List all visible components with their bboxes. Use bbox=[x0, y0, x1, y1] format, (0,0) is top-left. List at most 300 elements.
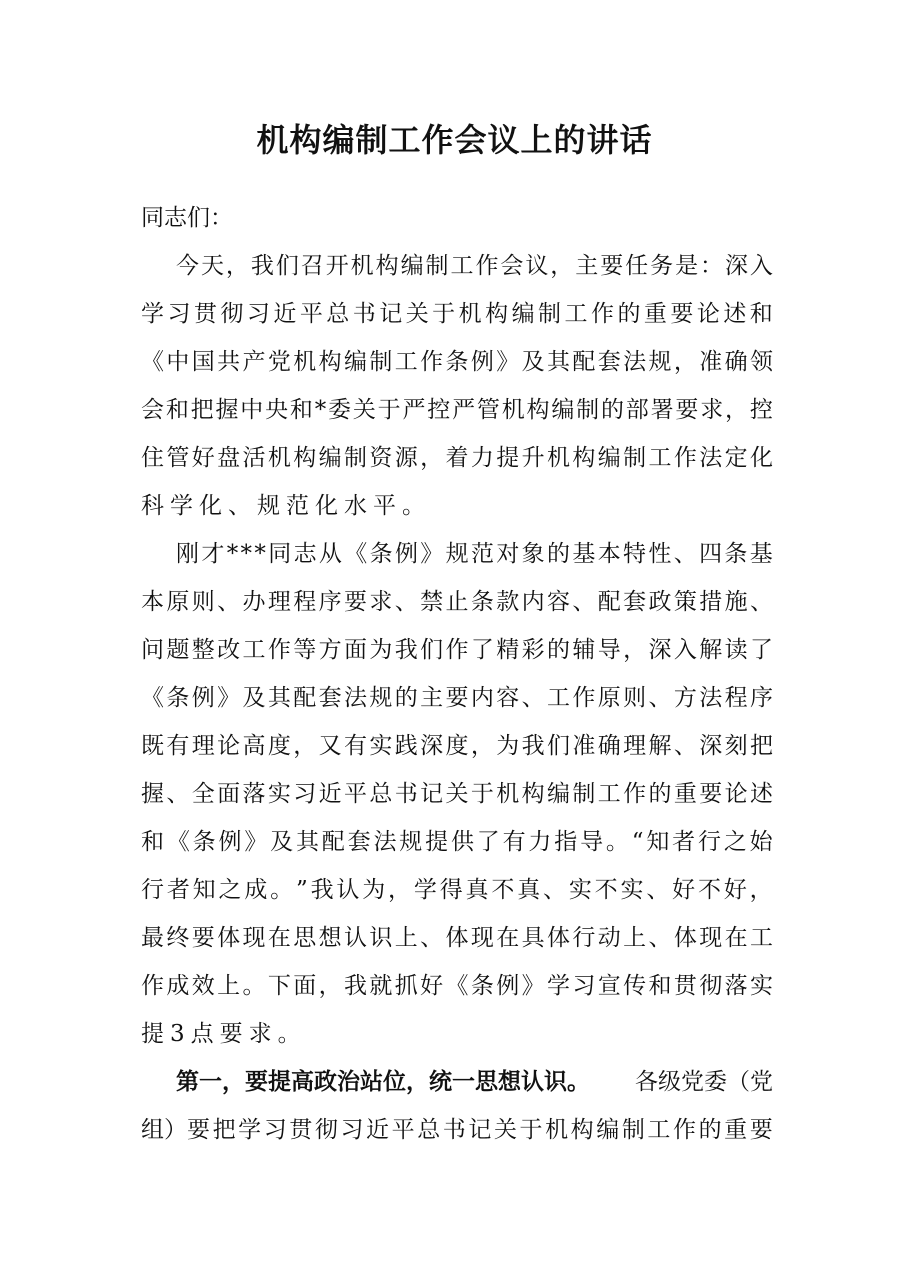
text-char: 习 bbox=[340, 1117, 364, 1143]
text-char: 条 bbox=[470, 589, 494, 615]
text-char: 学 bbox=[238, 1117, 262, 1143]
text-char: 握 bbox=[215, 397, 239, 423]
text-char: 辅 bbox=[572, 637, 596, 663]
text-char: 任 bbox=[625, 253, 649, 279]
text-char: 本 bbox=[597, 541, 621, 567]
text-char: 控 bbox=[749, 397, 773, 423]
text-char: ： bbox=[700, 253, 724, 279]
text-char: ， bbox=[673, 349, 697, 375]
text-char: 作 bbox=[141, 973, 164, 999]
text-char: 要 bbox=[675, 397, 699, 423]
text-char: 好 bbox=[420, 973, 444, 999]
text-char: 实 bbox=[620, 877, 644, 903]
text-char: 其 bbox=[295, 829, 319, 855]
text-char: 才 bbox=[201, 541, 225, 567]
text-char: 书 bbox=[352, 301, 376, 327]
text-char: 工 bbox=[648, 445, 672, 471]
text-char: 于 bbox=[519, 1117, 543, 1143]
paragraph-line bbox=[141, 874, 773, 906]
text-char: 体 bbox=[445, 925, 469, 951]
text-char: 现 bbox=[470, 925, 494, 951]
text-char: 的 bbox=[648, 781, 672, 807]
text-char: 高 bbox=[242, 733, 266, 759]
text-char: 机 bbox=[547, 445, 570, 471]
point-1-line bbox=[176, 1066, 773, 1098]
text-char: 和 bbox=[289, 397, 313, 423]
text-char: 了 bbox=[476, 829, 500, 855]
text-char: 面 bbox=[344, 637, 367, 663]
text-char: ， bbox=[470, 733, 494, 759]
text-char: 套 bbox=[347, 829, 371, 855]
text-char: 资 bbox=[369, 445, 393, 471]
text-char: 面 bbox=[293, 973, 317, 999]
text-char: 编 bbox=[400, 253, 424, 279]
text-char: 本 bbox=[141, 589, 164, 615]
text-char: 传 bbox=[623, 973, 647, 999]
text-char: 规 bbox=[257, 493, 280, 519]
text-char: 机 bbox=[350, 253, 374, 279]
text-char: 在 bbox=[496, 925, 520, 951]
text-char: 作 bbox=[475, 253, 499, 279]
text-char: 习 bbox=[263, 1117, 287, 1143]
text-char: 程 bbox=[724, 685, 748, 711]
text-char: 源 bbox=[394, 445, 418, 471]
text-char: 止 bbox=[445, 589, 469, 615]
text-char: 具 bbox=[521, 925, 545, 951]
text-char: 关 bbox=[352, 397, 376, 423]
text-char: 体 bbox=[217, 925, 241, 951]
text-char: 们 bbox=[547, 733, 570, 759]
text-char: 贯 bbox=[673, 973, 697, 999]
text-char: 实 bbox=[568, 877, 592, 903]
text-char: 构 bbox=[570, 1117, 594, 1143]
text-char: 《 bbox=[141, 349, 164, 375]
text-char: 要 bbox=[670, 301, 694, 327]
text-char: 整 bbox=[191, 637, 215, 663]
text-char: 、 bbox=[572, 589, 596, 615]
text-char: 终 bbox=[166, 925, 190, 951]
text-char: 、 bbox=[673, 541, 697, 567]
text-char: 在 bbox=[267, 925, 291, 951]
text-char: 从 bbox=[318, 541, 342, 567]
text-char: 。 bbox=[402, 493, 425, 519]
text-char: 编 bbox=[344, 349, 367, 375]
text-char: 办 bbox=[242, 589, 266, 615]
text-char: 例 bbox=[191, 685, 215, 711]
paragraph-line bbox=[141, 1018, 773, 1050]
text-char: 》 bbox=[496, 349, 520, 375]
text-char: 则 bbox=[623, 685, 647, 711]
text-char: 我 bbox=[250, 253, 274, 279]
text-char: 构 bbox=[521, 781, 545, 807]
text-char: 深 bbox=[420, 733, 444, 759]
text-char: 实 bbox=[267, 781, 291, 807]
text-char: 党 bbox=[267, 349, 291, 375]
text-char: 和 bbox=[165, 397, 189, 423]
text-char: 和 bbox=[141, 829, 164, 855]
text-char: 套 bbox=[597, 349, 621, 375]
text-char: 。 bbox=[277, 1021, 301, 1047]
text-char: 《 bbox=[166, 829, 190, 855]
text-char: 想 bbox=[318, 925, 342, 951]
text-char: 的 bbox=[617, 301, 641, 327]
text-char: 了 bbox=[750, 637, 773, 663]
text-char: 理 bbox=[267, 589, 291, 615]
text-char: 入 bbox=[673, 637, 697, 663]
text-char: 精 bbox=[496, 637, 520, 663]
text-char: 要 bbox=[445, 685, 469, 711]
text-char: 工 bbox=[394, 349, 418, 375]
text-char: 原 bbox=[166, 589, 190, 615]
text-char: ， bbox=[749, 877, 773, 903]
text-char: 配 bbox=[321, 829, 345, 855]
text-char: ， bbox=[623, 637, 647, 663]
paragraph-line bbox=[141, 346, 773, 378]
text-char: 国 bbox=[191, 349, 215, 375]
text-char: 《 bbox=[141, 685, 164, 711]
text-char: 制 bbox=[425, 253, 449, 279]
text-char: 严 bbox=[402, 397, 426, 423]
text-char: 确 bbox=[597, 733, 621, 759]
text-char: 工 bbox=[750, 925, 773, 951]
text-char: 例 bbox=[470, 349, 494, 375]
text-char: 工 bbox=[647, 1117, 671, 1143]
text-char: 对 bbox=[496, 541, 520, 567]
text-char: 主 bbox=[420, 685, 444, 711]
text-char: 活 bbox=[242, 445, 266, 471]
text-char: 论 bbox=[724, 781, 748, 807]
text-char: 要 bbox=[699, 781, 723, 807]
text-char: 要 bbox=[749, 1117, 773, 1143]
text-char: 习 bbox=[246, 301, 270, 327]
text-char: 者 bbox=[166, 877, 190, 903]
text-char: * bbox=[254, 541, 266, 567]
text-char: 真 bbox=[465, 877, 489, 903]
text-char: 和 bbox=[648, 973, 672, 999]
text-char: 我 bbox=[521, 733, 545, 759]
text-char: 的 bbox=[394, 685, 418, 711]
text-char: 全 bbox=[191, 781, 215, 807]
text-char: 贯 bbox=[289, 1117, 313, 1143]
text-char: 好 bbox=[191, 445, 215, 471]
text-char: 入 bbox=[749, 253, 773, 279]
text-char: 关 bbox=[405, 301, 429, 327]
text-char: 法 bbox=[623, 349, 647, 375]
text-char: 定 bbox=[724, 445, 748, 471]
text-char: 共 bbox=[217, 349, 241, 375]
text-char: 为 bbox=[496, 733, 520, 759]
text-char: 、 bbox=[420, 925, 444, 951]
text-char: 中 bbox=[240, 397, 264, 423]
text-char: 动 bbox=[597, 925, 621, 951]
text-char: ， bbox=[293, 733, 317, 759]
text-char: 面 bbox=[217, 781, 241, 807]
text-char: 行 bbox=[697, 829, 721, 855]
text-char: 盘 bbox=[217, 445, 241, 471]
text-char: 程 bbox=[293, 589, 317, 615]
text-char: 始 bbox=[749, 829, 773, 855]
text-char: 、 bbox=[750, 589, 773, 615]
text-char: 作 bbox=[672, 1117, 696, 1143]
text-char: 化 bbox=[750, 445, 773, 471]
text-char: 刚 bbox=[176, 541, 199, 567]
text-char: 书 bbox=[442, 1117, 466, 1143]
text-char: 解 bbox=[699, 637, 723, 663]
text-char: 制 bbox=[572, 781, 596, 807]
text-char: 供 bbox=[450, 829, 474, 855]
text-char: 力 bbox=[528, 829, 552, 855]
text-char: 彻 bbox=[220, 301, 244, 327]
text-char: 要 bbox=[219, 1021, 243, 1047]
text-char: 了 bbox=[470, 637, 494, 663]
text-char: 之 bbox=[723, 829, 747, 855]
paragraph-line bbox=[141, 730, 773, 762]
text-char: 把 bbox=[212, 1117, 236, 1143]
text-char: 《 bbox=[344, 541, 368, 567]
text-char: 好 bbox=[723, 877, 747, 903]
text-char: 识 bbox=[369, 925, 393, 951]
paragraph-line bbox=[141, 634, 773, 666]
text-char: 升 bbox=[521, 445, 545, 471]
text-char: 化 bbox=[199, 493, 222, 519]
text-char: 机 bbox=[293, 349, 317, 375]
text-char: 、 bbox=[521, 685, 545, 711]
text-char: 构 bbox=[293, 445, 317, 471]
text-char: 于 bbox=[470, 781, 494, 807]
text-char: 又 bbox=[318, 733, 342, 759]
text-char: 、 bbox=[166, 781, 190, 807]
text-char: ， bbox=[420, 445, 444, 471]
text-char: 3 bbox=[170, 1021, 185, 1047]
text-char: 就 bbox=[369, 973, 393, 999]
text-char: 上 bbox=[217, 973, 241, 999]
text-char: 央 bbox=[265, 397, 289, 423]
text-char: 不 bbox=[491, 877, 515, 903]
paragraph-line bbox=[141, 778, 773, 810]
text-char: 》 bbox=[420, 541, 444, 567]
text-char: 条 bbox=[445, 349, 469, 375]
text-char: 控 bbox=[427, 397, 451, 423]
text-char: 我 bbox=[344, 973, 367, 999]
text-char: 知 bbox=[192, 877, 216, 903]
text-char: 法 bbox=[373, 829, 397, 855]
text-char: 容 bbox=[496, 685, 520, 711]
text-char: 准 bbox=[699, 349, 723, 375]
text-char: 思 bbox=[293, 925, 317, 951]
text-char: 论 bbox=[696, 301, 720, 327]
text-char: 中 bbox=[166, 349, 190, 375]
text-char: 政 bbox=[648, 589, 672, 615]
text-char: 好 bbox=[672, 877, 696, 903]
text-char: 着 bbox=[445, 445, 469, 471]
text-char: 序 bbox=[318, 589, 342, 615]
text-char: 导 bbox=[580, 829, 604, 855]
text-char: 认 bbox=[344, 925, 367, 951]
text-char: 深 bbox=[724, 253, 748, 279]
text-char: ， bbox=[318, 973, 342, 999]
text-char: 机 bbox=[458, 301, 482, 327]
text-char: 为 bbox=[369, 637, 393, 663]
text-char: 之 bbox=[218, 877, 242, 903]
text-char: 条 bbox=[192, 829, 216, 855]
text-char: 上 bbox=[394, 925, 418, 951]
text-char: 效 bbox=[191, 973, 215, 999]
text-char: 内 bbox=[521, 589, 545, 615]
text-char: 要 bbox=[191, 925, 215, 951]
text-char: 规 bbox=[648, 349, 672, 375]
paragraph-line bbox=[141, 682, 773, 714]
text-char: 例 bbox=[496, 973, 520, 999]
text-char: 近 bbox=[318, 781, 342, 807]
text-char: 议 bbox=[525, 253, 549, 279]
text-char: 平 bbox=[391, 1117, 415, 1143]
text-char: 化 bbox=[315, 493, 338, 519]
text-char: 科 bbox=[141, 493, 164, 519]
text-char: 序 bbox=[750, 685, 773, 711]
text-char: 习 bbox=[572, 973, 596, 999]
text-char: 体 bbox=[547, 925, 570, 951]
text-char: 工 bbox=[450, 253, 474, 279]
text-char: 特 bbox=[623, 541, 647, 567]
text-char: 规 bbox=[445, 541, 469, 567]
paragraph-line bbox=[141, 586, 773, 618]
text-char: 编 bbox=[597, 445, 621, 471]
text-char: 深 bbox=[648, 637, 672, 663]
text-char: 们 bbox=[420, 637, 444, 663]
text-char: 践 bbox=[394, 733, 418, 759]
text-char: 重 bbox=[724, 1117, 748, 1143]
text-char: 方 bbox=[673, 685, 697, 711]
text-char: 委 bbox=[328, 397, 351, 423]
text-char: 其 bbox=[547, 349, 570, 375]
text-char: 最 bbox=[141, 925, 164, 951]
text-char: 领 bbox=[750, 349, 773, 375]
text-char: 平 bbox=[344, 781, 367, 807]
text-char: 学 bbox=[413, 877, 437, 903]
text-char: 主 bbox=[575, 253, 599, 279]
text-char: 》 bbox=[521, 973, 545, 999]
text-char: 作 bbox=[590, 301, 614, 327]
text-char: 彻 bbox=[699, 973, 723, 999]
text-char: 关 bbox=[445, 781, 469, 807]
text-char: 同 bbox=[268, 541, 292, 567]
text-char: 工 bbox=[242, 637, 266, 663]
text-char: 述 bbox=[750, 781, 773, 807]
text-char: 提 bbox=[496, 445, 520, 471]
text-char: 把 bbox=[750, 733, 773, 759]
text-char: 制 bbox=[623, 445, 647, 471]
text-char: 例 bbox=[218, 829, 242, 855]
text-char: 机 bbox=[501, 397, 525, 423]
document-title: 机构编制工作会议上的讲话 bbox=[256, 121, 653, 159]
text-char: 禁 bbox=[420, 589, 444, 615]
text-char: 志 bbox=[293, 541, 317, 567]
text-char: 成 bbox=[166, 973, 190, 999]
text-char: 作 bbox=[267, 637, 291, 663]
text-char: 作 bbox=[445, 637, 469, 663]
text-char: 习 bbox=[167, 301, 191, 327]
text-char: 现 bbox=[699, 925, 723, 951]
text-char: 工 bbox=[547, 685, 570, 711]
text-char: 有 bbox=[166, 733, 190, 759]
text-char: 四 bbox=[699, 541, 723, 567]
text-char: 》 bbox=[244, 829, 268, 855]
text-char: 学 bbox=[170, 493, 193, 519]
text-char: 基 bbox=[749, 541, 773, 567]
text-char: 改 bbox=[217, 637, 241, 663]
text-char: 措 bbox=[699, 589, 723, 615]
text-char: 象 bbox=[521, 541, 545, 567]
text-char: 把 bbox=[190, 397, 214, 423]
text-char: 今 bbox=[176, 253, 199, 279]
point-1-heading: 第一，要提高政治站位，统一思想认识。 bbox=[176, 1068, 590, 1095]
text-char: 会 bbox=[141, 397, 164, 423]
text-char: 刻 bbox=[724, 733, 748, 759]
text-char: ， bbox=[388, 877, 412, 903]
text-char: 平 bbox=[373, 493, 396, 519]
text-char: 范 bbox=[470, 541, 494, 567]
text-char: 、 bbox=[648, 685, 672, 711]
text-char: 其 bbox=[267, 685, 291, 711]
text-char: 内 bbox=[470, 685, 494, 711]
text-char: 平 bbox=[299, 301, 323, 327]
text-char: 深 bbox=[699, 733, 723, 759]
paragraph-line bbox=[141, 298, 773, 330]
text-char: 套 bbox=[318, 685, 342, 711]
paragraph-line bbox=[141, 394, 773, 426]
text-char: 习 bbox=[293, 781, 317, 807]
text-char: 构 bbox=[318, 349, 342, 375]
text-char: 条 bbox=[470, 973, 494, 999]
text-char: 管 bbox=[166, 445, 190, 471]
text-char: 规 bbox=[399, 829, 423, 855]
text-char: 条 bbox=[166, 685, 190, 711]
text-char: 度 bbox=[445, 733, 469, 759]
text-char: 例 bbox=[394, 541, 418, 567]
text-char: 施 bbox=[724, 589, 748, 615]
text-char: 。 bbox=[270, 877, 294, 903]
point-1-line-2: 组） 要 把 学 习 贯 彻 习 近 平 总 书 记 关 于 机 构 编 制 工 作 的 重 要 bbox=[141, 1114, 773, 1146]
text-char: 学 bbox=[141, 301, 164, 327]
text-char: 作 bbox=[673, 445, 697, 471]
text-char: 握 bbox=[141, 781, 164, 807]
text-char: 行 bbox=[572, 925, 596, 951]
text-char: ， bbox=[725, 397, 748, 423]
text-char: 编 bbox=[318, 445, 342, 471]
text-char: 在 bbox=[724, 925, 748, 951]
salutation: 同志们： bbox=[141, 205, 233, 231]
text-char: 落 bbox=[242, 781, 266, 807]
text-char: ” bbox=[295, 877, 308, 903]
text-char: 度 bbox=[267, 733, 291, 759]
text-char: 行 bbox=[141, 877, 164, 903]
text-char: 法 bbox=[699, 445, 723, 471]
text-char: 我 bbox=[394, 637, 418, 663]
text-char: 总 bbox=[369, 781, 393, 807]
text-char: ， bbox=[225, 253, 249, 279]
text-char: 法 bbox=[699, 685, 723, 711]
text-char: 构 bbox=[485, 301, 509, 327]
text-char: 构 bbox=[572, 445, 596, 471]
text-char: 求 bbox=[369, 589, 393, 615]
text-char: 贯 bbox=[193, 301, 217, 327]
text-char: 制 bbox=[344, 445, 367, 471]
text-char: 款 bbox=[496, 589, 520, 615]
text-char: * bbox=[314, 397, 327, 423]
text-char: 认 bbox=[336, 877, 360, 903]
text-char: 们 bbox=[275, 253, 299, 279]
text-char: 体 bbox=[673, 925, 697, 951]
